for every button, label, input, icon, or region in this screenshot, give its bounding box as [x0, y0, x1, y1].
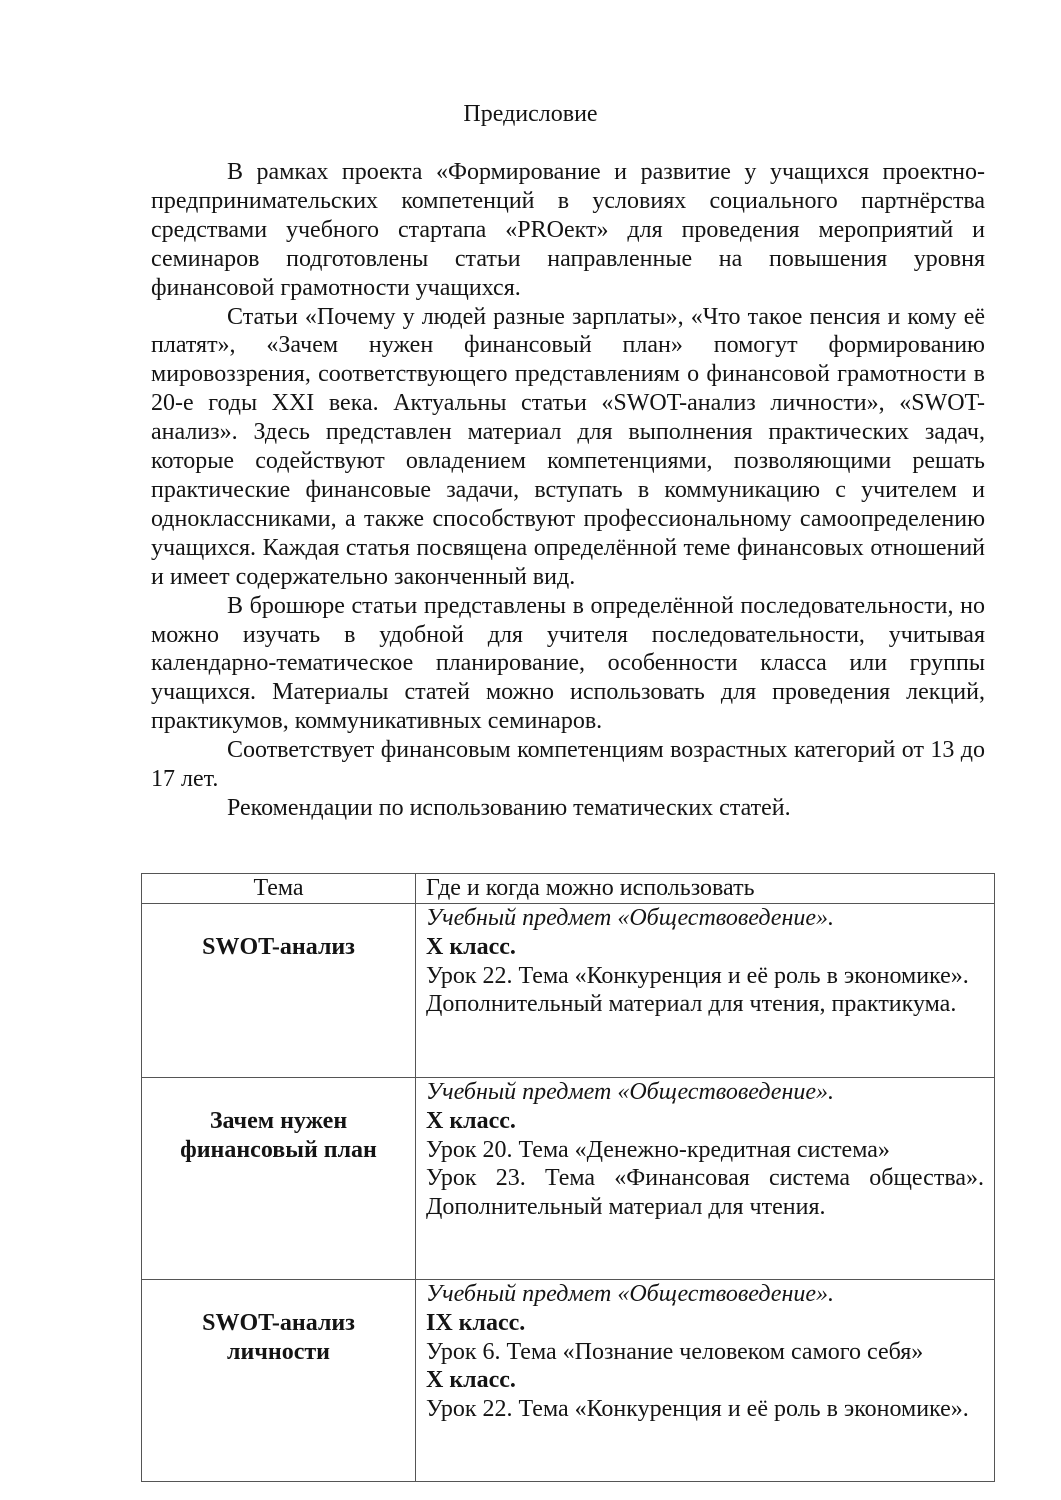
- table-row: [142, 904, 995, 1078]
- topic-cell: SWOT-анализ личности: [142, 1280, 416, 1482]
- header-usage: Где и когда можно использовать: [416, 874, 995, 904]
- grade-line: X класс.: [426, 933, 516, 960]
- paragraph-age: Соответствует финансовым компетенциям возрастных категорий от 13 до 17 лет.: [151, 737, 985, 793]
- grade-line: IX класс.: [426, 1309, 526, 1336]
- lesson-line: Урок 20. Тема «Денежно-кредитная система»: [426, 1136, 890, 1163]
- paragraph-brochure: В брошюре статьи представлены в определённой последовательности, но можно изучать в удобной для учителя последовательности, учитывая календарно-тематическое планирование, особенности класса или группы учащихся. Материалы статей можно использовать для проведения лекций, практикумов, коммуникативных семинаров.: [151, 592, 985, 735]
- topic-cell: SWOT-анализ: [142, 904, 416, 1078]
- header-topic: Тема: [142, 874, 416, 904]
- usage-cell: [416, 1078, 995, 1280]
- topic-cell: Зачем нужен финансовый план: [142, 1078, 416, 1280]
- paragraph-project: В рамках проекта «Формирование и развитие у учащихся проектно-предпринимательских компетенций в условиях социального партнёрства средствами учебного стартапа «PROект» для проведения мероприятий и семинаров подготовлены статьи направленные на повышения уровня финансовой грамотности учащихся.: [151, 159, 985, 301]
- table-row: [142, 1280, 995, 1482]
- subject-line: Учебный предмет «Обществоведение».: [426, 1079, 834, 1105]
- preface-text: [151, 158, 985, 823]
- table-row: [142, 1078, 995, 1280]
- grade-line: X класс.: [426, 1367, 516, 1394]
- usage-cell: [416, 1280, 995, 1482]
- grade-line: X класс.: [426, 1107, 516, 1134]
- lesson-line: Урок 6. Тема «Познание человеком самого себя»: [426, 1338, 924, 1365]
- page-title: Предисловие: [463, 101, 598, 127]
- lesson-line: Урок 23. Тема «Финансовая система общества».: [426, 1165, 984, 1192]
- usage-cell: [416, 904, 995, 1078]
- paragraph-articles: Статьи «Почему у людей разные зарплаты», «Что такое пенсия и кому её платят», «Зачем нужен финансовый план» помогут формированию мировоззрения, соответствующего представлениям о финансовой грамотности в 20-е годы XXI века. Актуальны статьи «SWOT-анализ личности», «SWOT-анализ». Здесь представлен материал для выполнения практических задач, которые содействуют овладением компетенциями, позволяющими решать практические финансовые задачи, вступать в коммуникацию с учителем и одноклассниками, а также способствуют профессиональному самоопределению учащихся. Каждая статья посвящена определённой теме финансовых отношений и имеет содержательно законченный вид.: [151, 303, 985, 590]
- recommendation-table: [141, 873, 995, 1482]
- lesson-line: Урок 22. Тема «Конкуренция и её роль в экономике».: [426, 1396, 969, 1423]
- paragraph-recommendation: Рекомендации по использованию тематических статей.: [227, 794, 791, 821]
- extra-line: Дополнительный материал для чтения, практикума.: [426, 991, 957, 1018]
- subject-line: Учебный предмет «Обществоведение».: [426, 1281, 834, 1307]
- subject-line: Учебный предмет «Обществоведение».: [426, 905, 834, 931]
- extra-line: Дополнительный материал для чтения.: [426, 1194, 826, 1221]
- lesson-line: Урок 22. Тема «Конкуренция и её роль в экономике».: [426, 962, 969, 989]
- table-header-row: [142, 874, 995, 904]
